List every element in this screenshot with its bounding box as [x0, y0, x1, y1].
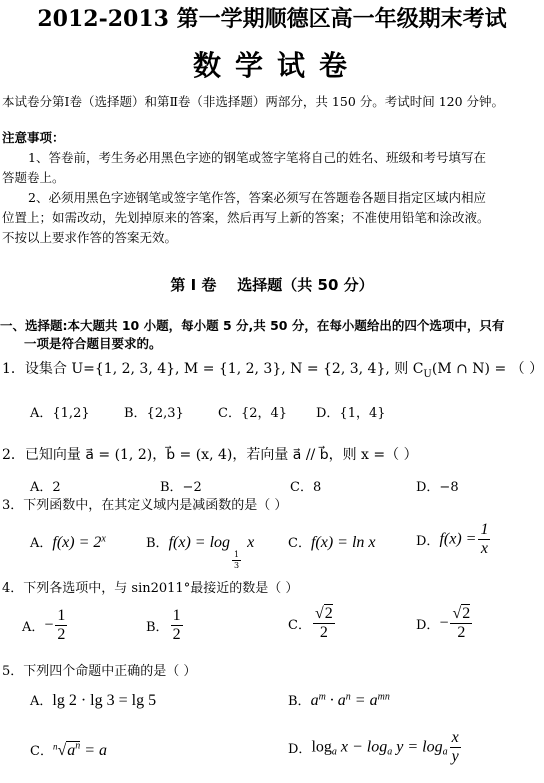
- note-2-line-3: 不按以上要求作答的答案无效。: [2, 230, 178, 245]
- d-log-2: x − log: [336, 738, 388, 756]
- fraction-denominator: 2: [57, 626, 66, 643]
- question-3-option-d-expr: f(x) =: [439, 530, 477, 548]
- b-exp-2: n: [345, 691, 351, 703]
- question-3-option-b-label: B．: [146, 536, 169, 551]
- c-radicand-base: a: [67, 742, 76, 759]
- question-4-option-a: [22, 608, 69, 643]
- question-3-option-a-expr: f(x) = 2: [52, 534, 102, 551]
- fraction-numerator: 1: [172, 607, 181, 624]
- section-heading: 第 Ⅰ 卷 选择题（共 50 分）: [170, 276, 374, 294]
- intro-text: 本试卷分第Ⅰ卷（选择题）和第Ⅱ卷（非选择题）两部分，共 150 分。考试时间 120 分钟。: [2, 94, 505, 109]
- b-base-3: = a: [350, 692, 378, 709]
- fraction-denominator: 2: [319, 624, 328, 641]
- paper-title: 数学试卷: [192, 49, 361, 82]
- note-1-line-2: 答题卷上。: [2, 170, 65, 185]
- question-5-stem: 5．下列四个命题中正确的是（ ）: [2, 664, 197, 679]
- d-log-1: log: [311, 738, 332, 756]
- question-4-option-a-label: A．: [22, 620, 45, 635]
- question-4-option-a-sign: −: [44, 616, 54, 634]
- fraction-denominator: x: [480, 540, 488, 557]
- notes-heading: 注意事项：: [2, 130, 65, 145]
- question-1-stem: [2, 358, 543, 380]
- note-1-line-1: 1、答卷前，考生务必用黑色字迹的钢笔或签字笔将自己的姓名、班级和考号填写在: [28, 150, 486, 165]
- d-base-2: a: [387, 746, 393, 758]
- question-4-option-b: [146, 608, 185, 643]
- question-4-option-c-label: C．: [288, 618, 311, 633]
- question-2-option-d: D．−8: [416, 480, 459, 495]
- question-1-option-c: C．{2，4}: [218, 406, 288, 421]
- section-instruction-line-1: 一、选择题:本大题共 10 小题，每小题 5 分,共 50 分，在每小题给出的四个选项中，只有: [0, 318, 505, 333]
- d-fraction: [450, 730, 461, 765]
- fraction-numerator: x: [451, 729, 459, 746]
- question-5-option-b-label: B．: [288, 694, 311, 709]
- section-instruction-line-2: 一项是符合题目要求的。: [24, 336, 162, 351]
- note-2-line-1: 2、必须用黑色字迹钢笔或签字笔作答，答案必须写在答题卷各题目指定区域内相应: [28, 190, 486, 205]
- question-3-option-b-base: [232, 551, 241, 570]
- fraction-denominator: 2: [172, 626, 181, 643]
- question-4-option-c: [288, 606, 337, 641]
- question-4-stem: 4．下列各选项中，与 sin2011°最接近的数是（ ）: [2, 581, 299, 596]
- b-base-2: · a: [325, 692, 346, 709]
- fraction-denominator: y: [451, 748, 459, 765]
- question-4-option-d: [416, 606, 474, 641]
- c-radicand: [66, 741, 80, 759]
- question-3-option-c: [288, 532, 376, 552]
- d-log-3: y = log: [392, 738, 443, 756]
- question-5-option-d: [288, 730, 463, 765]
- radicand: 2: [324, 605, 333, 622]
- question-3-stem: 3．下列函数中，在其定义域内是减函数的是（ ）: [2, 498, 288, 513]
- question-1-option-b: B．{2,3}: [124, 406, 184, 421]
- question-3-option-c-label: C．: [288, 536, 311, 551]
- question-5-option-c-label: C．: [30, 744, 53, 759]
- question-3-option-d-fraction: [478, 522, 490, 557]
- question-3-option-d: [416, 522, 492, 557]
- c-radicand-exp: n: [75, 740, 81, 752]
- c-result: = a: [80, 742, 108, 759]
- question-5-option-a-label: A．: [30, 694, 53, 709]
- question-3-option-a-exponent: x: [101, 533, 106, 545]
- question-3-option-a-label: A．: [30, 536, 53, 551]
- fraction-denominator: 2: [457, 624, 466, 641]
- question-4-option-d-label: D．: [416, 618, 440, 633]
- question-3-option-a: [30, 532, 106, 552]
- question-5-option-a: [30, 690, 156, 710]
- question-1-stem-tail: (M ∩ N) = （ ）: [431, 361, 544, 377]
- question-5-option-c: C．$^n√a^n = a$: [30, 740, 108, 759]
- b-exp-3: mn: [377, 691, 390, 703]
- d-base-3: a: [442, 746, 448, 758]
- question-1-stem-text: 1．设集合 U={1, 2, 3, 4}, M = {1, 2, 3}, N = {2, 3, 4}, 则 C: [2, 361, 424, 377]
- base-denominator: 3: [234, 561, 240, 570]
- question-3-option-b-arg: x: [243, 534, 255, 551]
- question-4-option-c-fraction: [313, 606, 335, 641]
- exam-title: 2012-2013 第一学期顺德区高一年级期末考试: [37, 6, 507, 32]
- d-base-1: a: [331, 746, 337, 758]
- fraction-numerator: 1: [480, 521, 489, 538]
- c-root-index: n: [52, 741, 58, 752]
- question-1-option-d: D．{1，4}: [316, 406, 386, 421]
- question-1-option-a: A．{1,2}: [30, 406, 90, 421]
- question-4-option-b-label: B．: [146, 620, 169, 635]
- question-5-option-b: [288, 690, 390, 710]
- note-2-line-2: 位置上；如需改动，先划掉原来的答案，然后再写上新的答案；不准使用铅笔和涂改液。: [2, 210, 490, 225]
- question-5-option-d-label: D．: [288, 742, 312, 757]
- question-5-option-a-expr: lg 2 · lg 3 = lg 5: [52, 692, 157, 709]
- fraction-numerator: √2: [314, 605, 333, 622]
- radicand: 2: [462, 605, 471, 622]
- fraction-numerator: 1: [57, 607, 66, 624]
- question-1-complement-sub: U: [423, 368, 432, 380]
- question-3-option-b-expr: f(x) = log: [168, 534, 231, 551]
- question-3-option-d-label: D．: [416, 534, 440, 549]
- fraction-numerator: √2: [452, 605, 471, 622]
- question-3-option-b: [146, 532, 254, 570]
- question-2-stem: 2．已知向量 a⃗ = (1, 2)，b⃗ = (x, 4)，若向量 a⃗ // b⃗，则 x =（ ）: [2, 447, 418, 463]
- question-4-option-d-sign: −: [439, 614, 449, 632]
- base-numerator: 1: [234, 550, 240, 559]
- question-2-option-c: C．8: [290, 480, 322, 495]
- question-2-option-a: A．2: [30, 480, 61, 495]
- question-3-option-c-expr: f(x) = ln x: [310, 534, 376, 551]
- question-2-option-b: B．−2: [160, 480, 202, 495]
- question-4-option-d-fraction: [450, 606, 472, 641]
- b-exp-1: m: [318, 691, 326, 703]
- b-base-1: a: [310, 692, 319, 709]
- question-4-option-b-fraction: [171, 608, 183, 643]
- question-4-option-a-fraction: [55, 608, 67, 643]
